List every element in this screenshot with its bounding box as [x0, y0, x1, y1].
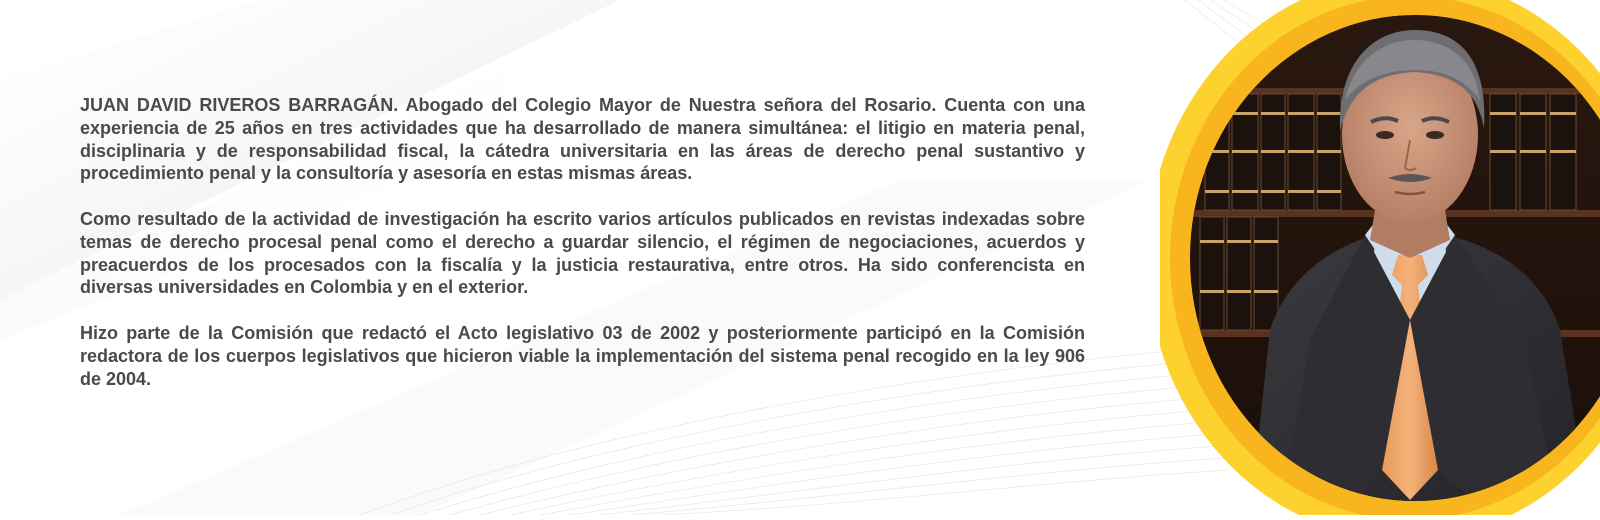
portrait-photo — [1160, 0, 1600, 515]
bio-paragraph-1-text: Abogado del Colegio Mayor de Nuestra señora del Rosario. Cuenta con una experiencia de 25 años en tres actividades que ha desarrollado de manera simultánea: el litigio en materia penal, disciplinaria y de responsabilidad fiscal, la cátedra universitaria en las áreas de derecho penal sustantivo y procedimiento penal y la consultoría y asesoría en estas mismas áreas. — [80, 95, 1085, 184]
bio-paragraph-1 — [80, 94, 1085, 185]
bio-paragraph-3: Hizo parte de la Comisión que redactó el Acto legislativo 03 de 2002 y posteriormente participó en la Comisión redactora de los cuerpos legislativos que hicieron viable la implementación del sistema penal recogido en la ley 906 de 2004. — [80, 322, 1085, 389]
bio-paragraph-2: Como resultado de la actividad de investigación ha escrito varios artículos publicados en revistas indexadas sobre temas de derecho procesal penal como el derecho a guardar silencio, el régimen de negociaciones, acuerdos y preacuerdos de los procesados con la fiscalía y la justicia restaurativa, entre otros. Ha sido conferencista en diversas universidades en Colombia y en el exterior. — [80, 208, 1085, 298]
biography — [80, 94, 1085, 413]
portrait-frame — [1160, 0, 1600, 515]
person-name: JUAN DAVID RIVEROS BARRAGÁN. — [80, 95, 399, 115]
